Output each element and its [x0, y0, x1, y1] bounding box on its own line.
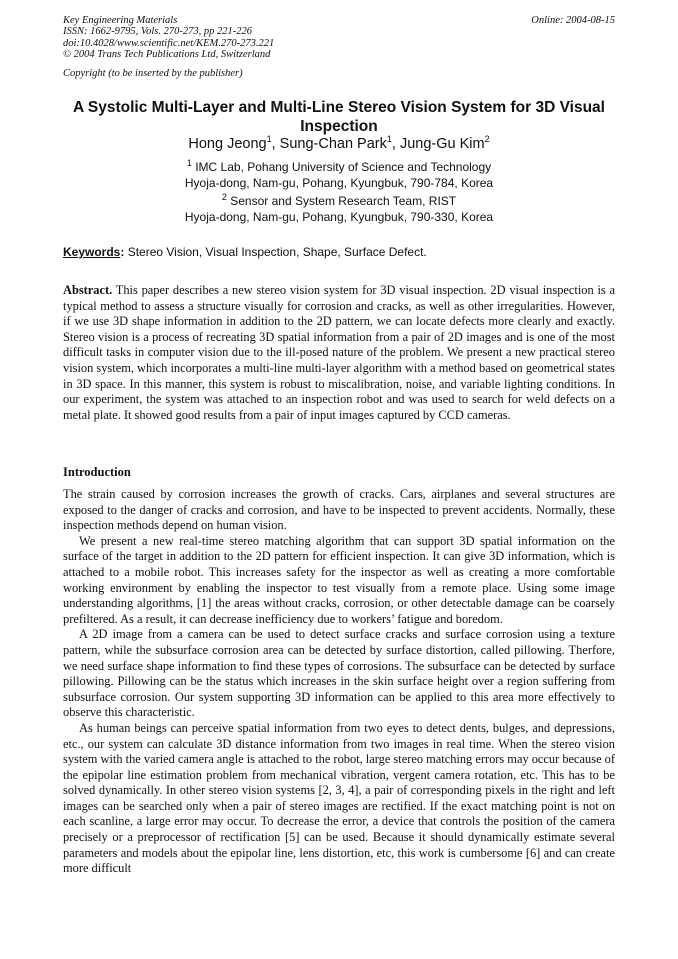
affiliation-name: Sensor and System Research Team, RIST	[230, 194, 457, 208]
paper-title: A Systolic Multi-Layer and Multi-Line Stereo Vision System for 3D Visual Inspection	[72, 99, 605, 135]
author-affiliation-mark: 2	[484, 134, 490, 145]
paragraph: A 2D image from a camera can be used to detect surface cracks and surface corrosion using a texture pattern, while the subsurface corrosion area can be detected by surface distortion, called pillowing. Therfore, we need surface shape information to find these types of corrosions. The subsurface can be detected by surface pillowing. Pillowing can be the status which increases in the skin surface height over a region suffering from subsurface corrosion. Our system supporting 3D information can be applied to this area more effectively to observe this characteristic.	[63, 627, 615, 720]
author-separator: ,	[271, 136, 280, 152]
paragraph: We present a new real-time stereo matching algorithm that can support 3D spatial information on the surface of the target in addition to the 2D pattern for efficient inspection. It can give 3D information, which is attached to a mobile robot. This increases safety for the inspector as well as creating a more comfortable working environment by enabling the inspector to test visually from a remote place. Using some image understanding algorithms, [1] the areas without cracks, corrosion, or other detectable damage can be coarsely prefiltered. As a result, it can decrease inefficiency due to workers’ fatigue and boredom.	[63, 533, 615, 626]
affiliation-name: IMC Lab, Pohang University of Science and Technology	[195, 160, 492, 174]
copyright-line: Copyright (to be inserted by the publisher)	[63, 67, 243, 79]
affiliation-mark: 2	[221, 192, 227, 202]
affiliation-address: Hyoja-dong, Nam-gu, Pohang, Kyungbuk, 790-784, Korea	[184, 176, 494, 190]
author-name: Hong Jeong	[188, 136, 267, 152]
author-affiliation-mark: 1	[266, 134, 272, 145]
author-separator: ,	[391, 136, 400, 152]
online-date: Online: 2004-08-15	[531, 15, 615, 26]
journal-name: Key Engineering Materials	[63, 15, 178, 26]
keywords-label: Keywords	[63, 245, 121, 259]
keywords-colon: :	[120, 245, 125, 259]
publisher-line: © 2004 Trans Tech Publications Ltd, Switzerland	[63, 49, 271, 61]
author-name: Jung-Gu Kim	[399, 136, 485, 152]
abstract-label: Abstract.	[63, 283, 113, 297]
issn-line: ISSN: 1662-9795, Vols. 270-273, pp 221-226	[63, 26, 252, 38]
affiliation-1	[63, 159, 615, 191]
running-header	[63, 15, 615, 79]
doi-line: doi:10.4028/www.scientific.net/KEM.270-273.221	[63, 37, 275, 49]
author-name: Sung-Chan Park	[279, 136, 387, 152]
abstract-text: This paper describes a new stereo vision system for 3D visual inspection. 2D visual inspection is a typical method to assess a structure visually for corrosion and cracks, as well as other irregularities. However, if we use 3D shape information in addition to the 2D pattern, we can locate defects more clearly and exactly. Stereo vision is a process of recreating 3D spatial information from a pair of 2D images and is one of the most difficult tasks in computer vision due to the ill-posed nature of the problem. We present a new practical stereo vision system, which incorporates a multi-line multi-layer algorithm with a method based on geometrical states in 3D space. In this manner, this system is robust to miscalibration, noise, and variable lighting conditions. In our experiment, the system was attached to an inspection robot and was used to search for weld defects on a metal plate. It showed good results from a pair of input images captured by CCD cameras.	[63, 283, 615, 422]
affiliation-address: Hyoja-dong, Nam-gu, Pohang, Kyungbuk, 790-330, Korea	[184, 210, 494, 224]
abstract-section	[63, 283, 615, 423]
paragraph: As human beings can perceive spatial information from two eyes to detect dents, bulges, and depressions, etc., our system can calculate 3D distance information from two images in real time. When the stereo vision system with the varied camera angle is attached to the robot, large stereo matching errors may occur because of the epipolar line estimation problem from mechanical vibration, vergent camera rotation, etc. This has to be solved dynamically. In other stereo vision systems [2, 3, 4], a pair of corresponding pixels in the right and left images can be searched only when a pair of stereo images are rectified. If the exact matching point is not on each scanline, a large error may occur. To decrease the error, a device that controls the position of the camera precisely or a preprocessor of rectification [5] can be used. Because it should dynamically estimate several parameters and models about the epipolar line, lens distortion, etc, this work is cumbersome [6] and can create more difficult	[63, 720, 615, 876]
affiliation-2	[63, 193, 615, 225]
affiliation-mark: 1	[186, 158, 192, 168]
author-affiliation-mark: 1	[386, 134, 392, 145]
keywords-line	[63, 244, 615, 260]
author-list	[63, 135, 615, 153]
keywords-text: Stereo Vision, Visual Inspection, Shape, Surface Defect.	[124, 245, 427, 259]
section-heading-introduction: Introduction	[63, 465, 131, 479]
introduction-section	[63, 487, 615, 877]
paragraph: The strain caused by corrosion increases the growth of cracks. Cars, airplanes and several structures are exposed to the danger of cracks and corrosion, and have to be inspected to prevent accidents. Normally, these inspection methods depend on human vision.	[63, 487, 615, 533]
